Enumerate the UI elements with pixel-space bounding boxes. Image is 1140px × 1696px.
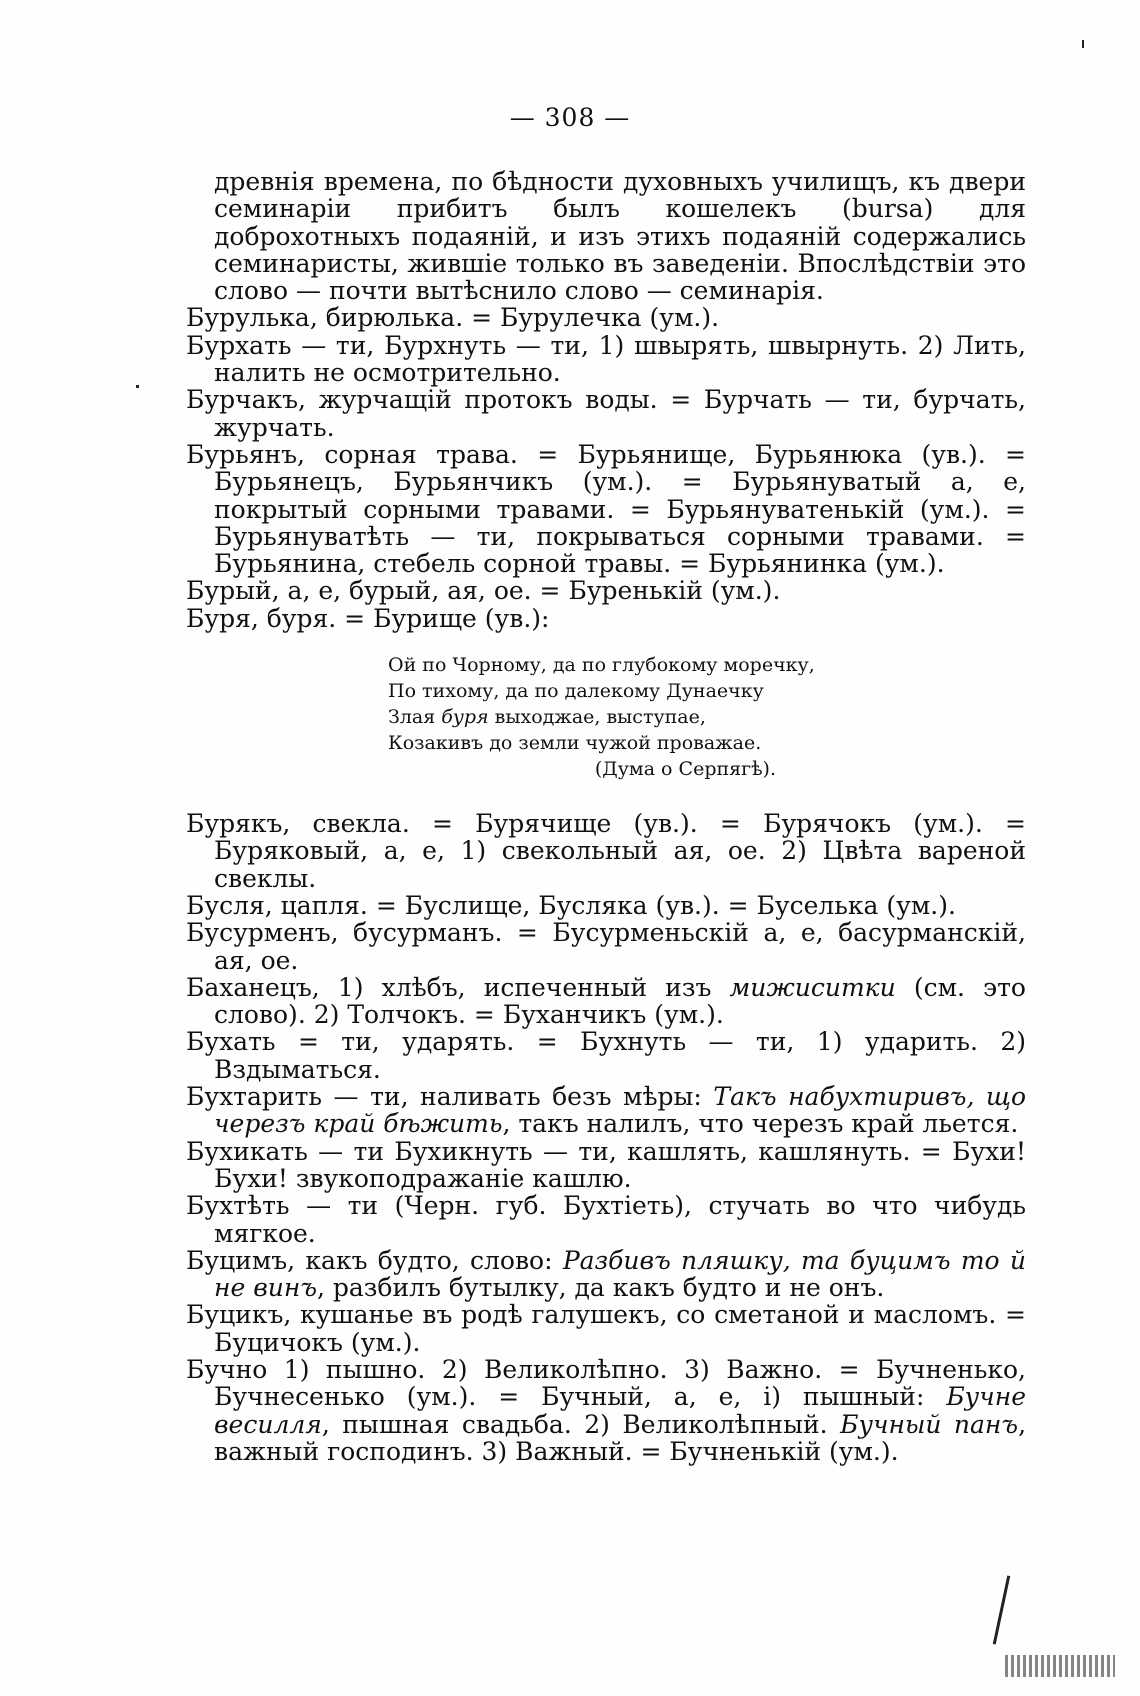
scan-smudge	[1005, 1655, 1115, 1677]
entry-buchno	[186, 1356, 1026, 1465]
entry-busurmen: Бусурменъ, бусурманъ. = Бусурменьскій а, е, басурманскій, ая, ое.	[186, 918, 1026, 975]
dictionary-text	[186, 168, 1026, 1465]
entry-buryi: Бурый, а, е, бурый, ая, ое. = Буренькій (ум.).	[186, 576, 781, 606]
entry-buryan: Бурьянъ, сорная трава. = Бурьянище, Бурьянюка (ув.). = Бурьянецъ, Бурьянчикъ (ум.). = Бурьянуватый а, е, покрытый сорными травами. = Бурьянуватенькій (ум.). = Бурьянуватѣть — ти, покрываться сорными травами. = Бурьянина, стебель сорной травы. = Бурьянинка (ум.).	[186, 439, 1026, 579]
entry-burya: Буря, буря. = Бурище (ув.):	[186, 603, 550, 633]
poem-line-1: Ой по Чорному, да по глубокому моречку,	[388, 654, 815, 677]
poem-quote	[388, 652, 1026, 782]
entry-buchno-end: , важный господинъ. 3) Важный. = Бучненькій (ум.).	[214, 1409, 1027, 1466]
entry-burkhat: Бурхать — ти, Бурхнуть — ти, 1) швырять, швырнуть. 2) Лить, налить не осмотрительно.	[186, 330, 1026, 388]
entry-butsim-start: Буцимъ, какъ будто, слово:	[186, 1245, 563, 1275]
entry-burulka: Бурулька, бирюлька. = Бурулечка (ум.).	[186, 303, 720, 333]
entry-buchno-emphasis-1: Бучне весилля	[214, 1382, 1026, 1439]
poem-source: (Дума о Серпягѣ).	[594, 758, 776, 781]
entry-bakhanets-end: (см. это слово). 2) Толчокъ. = Буханчикъ (ум.).	[214, 972, 1026, 1030]
entry-buryak: Бурякъ, свекла. = Бурячище (ув.). = Бурячокъ (ум.). = Буряковый, а, е, 1) свекольный ая, ое. 2) Цвѣта вареной свеклы.	[186, 809, 1026, 893]
entry-burchak: Бурчакъ, журчащій протокъ воды. = Бурчать — ти, бурчать, журчать.	[186, 385, 1026, 442]
entry-butsik: Буцикъ, кушанье въ родѣ галушекъ, со сметаной и масломъ. = Буцичокъ (ум.).	[186, 1300, 1026, 1357]
entry-bukhtarit-emphasis: Такъ набухтиривъ, що черезъ край бѣжить	[214, 1082, 1026, 1139]
entry-buchno-emphasis-2: Бучный панъ	[840, 1409, 1019, 1439]
poem-line-3-start: Злая	[388, 706, 442, 729]
entry-bakhanets	[186, 974, 1026, 1029]
scan-mark-left	[136, 385, 139, 388]
entry-bukhikat: Бухикать — ти Бухикнуть — ти, кашлять, кашлянуть. = Бухи! Бухи! звукоподражаніе кашлю.	[186, 1136, 1026, 1193]
poem-line-3-end: выходжае, выступае,	[488, 706, 706, 729]
entry-bukhtet: Бухтѣть — ти (Черн. губ. Бухтіеть), стучать во что чибудь мягкое.	[186, 1191, 1026, 1248]
poem-line-3-emphasis: буря	[441, 706, 489, 729]
entry-continuation: древнія времена, по бѣдности духовныхъ училищъ, къ двери семинаріи прибитъ былъ кошелекъ (bursa) для доброхотныхъ подаяній, и изъ этихъ подаяній содержались семинаристы, жившіе только въ заведеніи. Впослѣдствіи это слово — почти вытѣснило слово — семинарія.	[214, 167, 1026, 306]
entry-bukhtarit	[186, 1083, 1026, 1138]
scan-mark-top	[1082, 40, 1084, 48]
poem-line-4: Козакивъ до земли чужой проважае.	[388, 732, 762, 755]
entry-bukhat: Бухать = ти, ударять. = Бухнуть — ти, 1) ударить. 2) Вздыматься.	[186, 1027, 1026, 1084]
entry-bakhanets-emphasis: мижиситки	[729, 972, 896, 1002]
poem-line-3	[388, 704, 1026, 730]
entry-buslya: Бусля, цапля. = Буслище, Бусляка (ув.). = Буселька (ум.).	[186, 890, 956, 920]
page-number: — 308 —	[509, 103, 631, 132]
entry-bukhtarit-start: Бухтарить — ти, наливать безъ мѣры:	[186, 1082, 714, 1112]
entry-butsim-emphasis: Разбивъ пляшку, та буцимъ то й не винъ	[214, 1245, 1026, 1303]
entry-buchno-start: Бучно 1) пышно. 2) Великолѣпно. 3) Важно. = Бучненько, Бучнесенько (ум.). = Бучный, а, е, і) пышный:	[186, 1354, 1026, 1412]
entry-butsim	[186, 1247, 1026, 1302]
poem-line-2: По тихому, да по далекому Дунаечку	[388, 680, 764, 703]
entry-bakhanets-start: Баханецъ, 1) хлѣбъ, испеченный изъ	[186, 972, 730, 1002]
entry-butsim-end: , разбилъ бутылку, да какъ будто и не онъ.	[317, 1273, 885, 1303]
scan-scratch-line	[993, 1575, 1010, 1644]
entry-bukhtarit-end: , такъ налилъ, что черезъ край льется.	[502, 1109, 1019, 1139]
entry-buchno-middle: , пышная свадьба. 2) Великолѣпный.	[321, 1409, 841, 1439]
